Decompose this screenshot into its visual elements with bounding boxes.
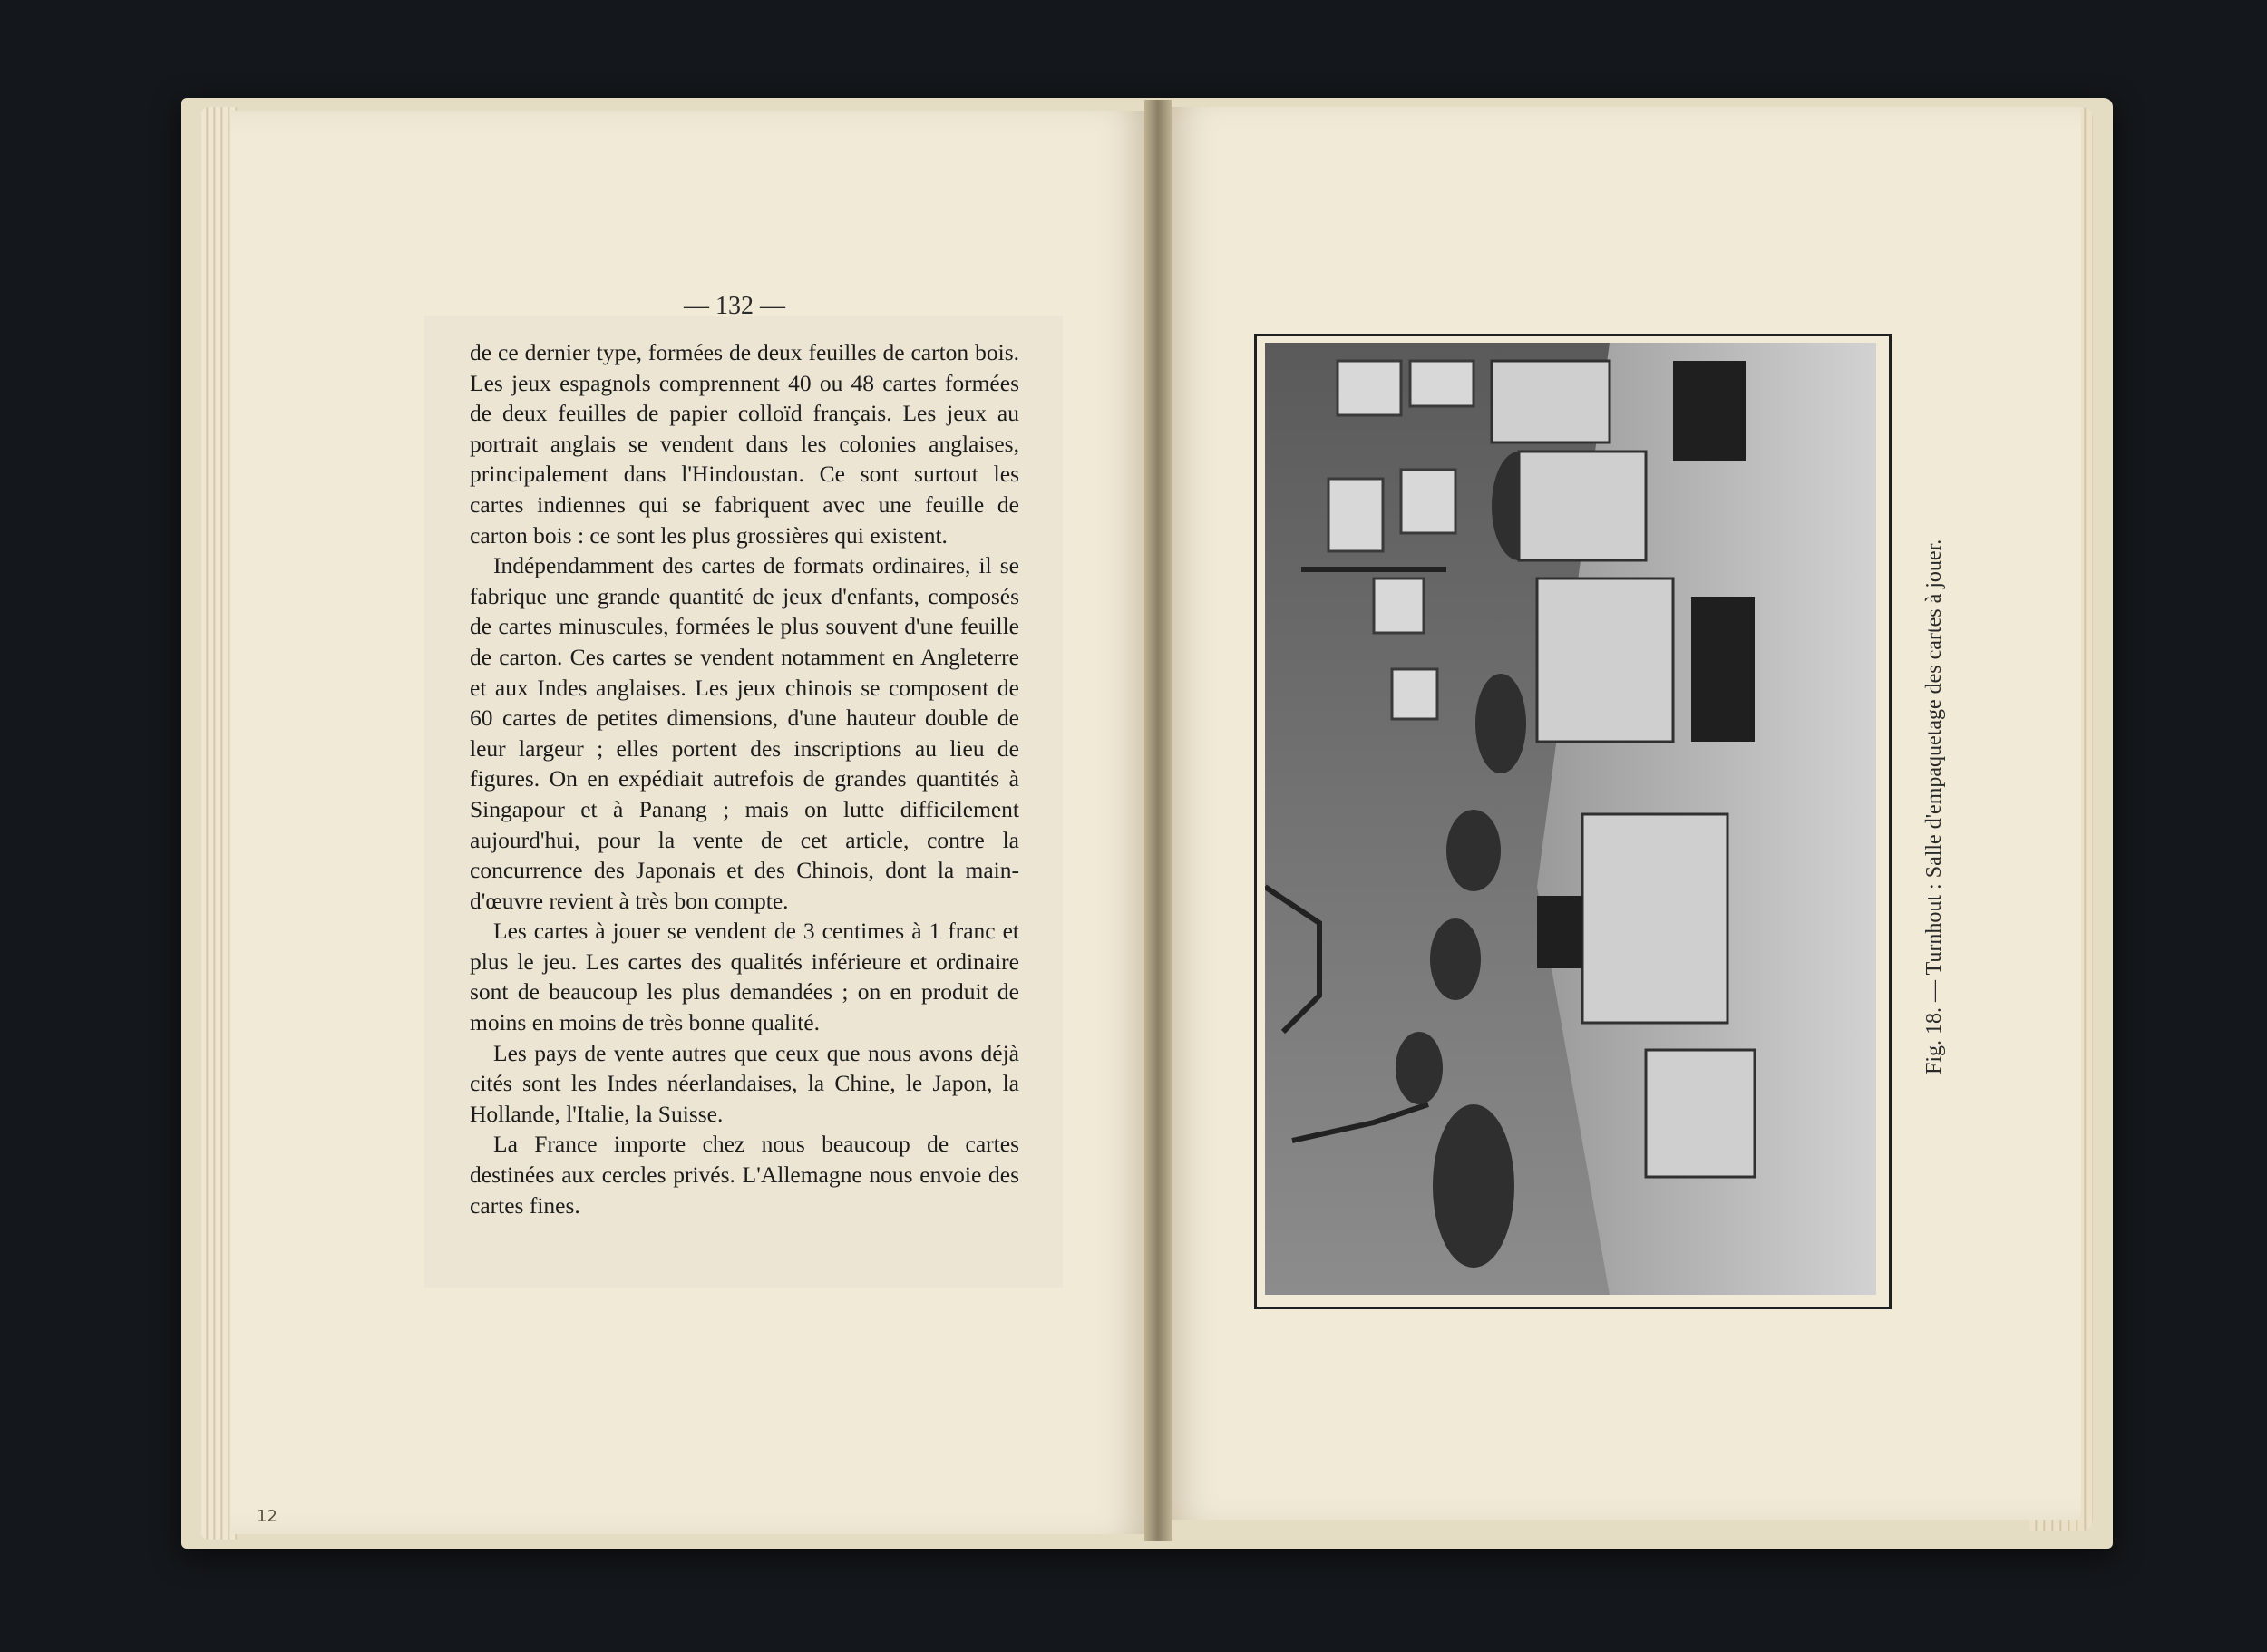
paragraph: Les cartes à jouer se vendent de 3 centimes à 1 franc et plus le jeu. Les cartes des qualités inférieure et ordinaire sont de beaucoup les plus demandées ; on en produit de moins en moins de très bonne qualité. bbox=[470, 918, 1019, 1036]
photo-plate bbox=[1265, 343, 1876, 1295]
book-gutter bbox=[1144, 100, 1172, 1541]
body-text bbox=[470, 337, 1019, 1220]
page-number: — 132 — bbox=[684, 292, 785, 320]
paragraph: Indépendamment des cartes de formats ordinaires, il se fabrique une grande quantité de jeux d'enfants, composés de cartes minuscules, formées le plus souvent d'une feuille de carton. Ces cartes se vendent notamment en Angleterre et aux Indes anglaises. Les jeux chinois se composent de 60 cartes de petites dimensions, d'une hauteur double de leur largeur ; elles portent des inscriptions au lieu de figures. On en expédiait autrefois de grandes quantités à Singapour et à Panang ; mais on lutte difficilement aujourd'hui, pour la vente de cet article, contre la concurrence des Japonais et des Chinois, dont la main-d'œuvre revient à très bon compte. bbox=[470, 552, 1019, 914]
paragraph: Les pays de vente autres que ceux que nous avons déjà cités sont les Indes néerlandaises, la Chine, le Japon, la Hollande, l'Italie, la Suisse. bbox=[470, 1039, 1019, 1127]
paragraph: de ce dernier type, formées de deux feuilles de carton bois. Les jeux espagnols comprennent 40 ou 48 cartes formées de deux feuilles de papier colloïd français. Les jeux au portrait anglais se vendent dans les colonies anglaises, principalement dans l'Hindoustan. Ce sont surtout les cartes indiennes qui se fabriquent avec une feuille de carton bois : ce sont les plus grossières qui existent. bbox=[470, 339, 1019, 549]
pencil-page-mark: 12 bbox=[257, 1507, 277, 1526]
figure-caption: Fig. 18. — Turnhout : Salle d'empaquetage des cartes à jouer. bbox=[1922, 539, 1946, 1074]
factory-photograph bbox=[1265, 343, 1876, 1295]
paragraph: La France importe chez nous beaucoup de cartes destinées aux cercles privés. L'Allemagne nous envoie des cartes fines. bbox=[470, 1131, 1019, 1219]
